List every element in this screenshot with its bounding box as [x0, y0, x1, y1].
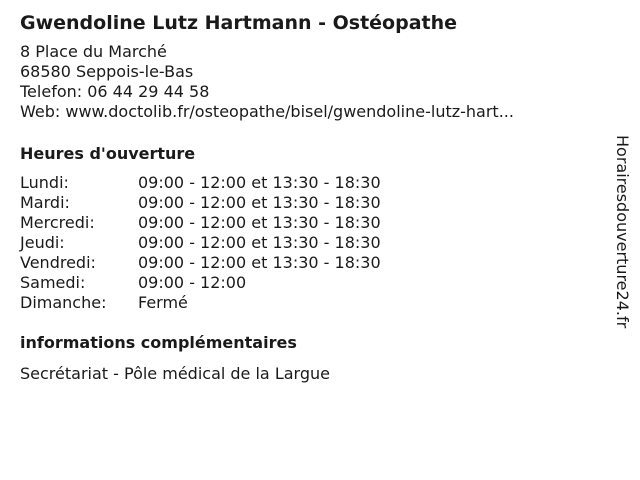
day-label: Jeudi:: [20, 233, 65, 252]
time-range: 09:00 - 12:00 et 13:30 - 18:30: [138, 193, 381, 212]
hours-row-tuesday: [20, 193, 600, 213]
website-line: [20, 102, 600, 122]
day-label: Lundi:: [20, 173, 69, 192]
website-label: Web:: [20, 102, 61, 121]
time-range: 09:00 - 12:00 et 13:30 - 18:30: [138, 213, 381, 232]
day-label: Dimanche:: [20, 293, 107, 312]
time-range: 09:00 - 12:00 et 13:30 - 18:30: [138, 253, 381, 272]
website-link[interactable]: www.doctolib.fr/osteopathe/bisel/gwendoline-lutz-hart...: [65, 102, 514, 121]
city-postcode: 68580 Seppois-le-Bas: [20, 62, 194, 81]
hours-row-sunday: [20, 293, 600, 313]
day-label: Vendredi:: [20, 253, 96, 272]
phone-number: Telefon: 06 44 29 44 58: [20, 82, 210, 101]
time-range: 09:00 - 12:00: [138, 273, 247, 292]
day-label: Mercredi:: [20, 213, 95, 232]
hours-row-monday: [20, 173, 600, 193]
business-card: [20, 10, 600, 384]
contact-block: [20, 42, 600, 122]
opening-hours-heading: Heures d'ouverture: [20, 144, 196, 163]
additional-info-text: Secrétariat - Pôle médical de la Largue: [20, 364, 330, 383]
time-range: 09:00 - 12:00 et 13:30 - 18:30: [138, 233, 381, 252]
hours-row-wednesday: [20, 213, 600, 233]
time-range: 09:00 - 12:00 et 13:30 - 18:30: [138, 173, 381, 192]
hours-row-thursday: [20, 233, 600, 253]
street-address: 8 Place du Marché: [20, 42, 167, 61]
site-watermark: Horairesdouverture24.fr: [613, 135, 632, 329]
opening-hours-table: [20, 173, 600, 313]
hours-row-saturday: [20, 273, 600, 293]
business-name: Gwendoline Lutz Hartmann - Ostéopathe: [20, 12, 458, 34]
additional-info-heading: informations complémentaires: [20, 333, 297, 352]
day-label: Samedi:: [20, 273, 86, 292]
hours-row-friday: [20, 253, 600, 273]
day-label: Mardi:: [20, 193, 70, 212]
time-range: Fermé: [138, 293, 188, 312]
